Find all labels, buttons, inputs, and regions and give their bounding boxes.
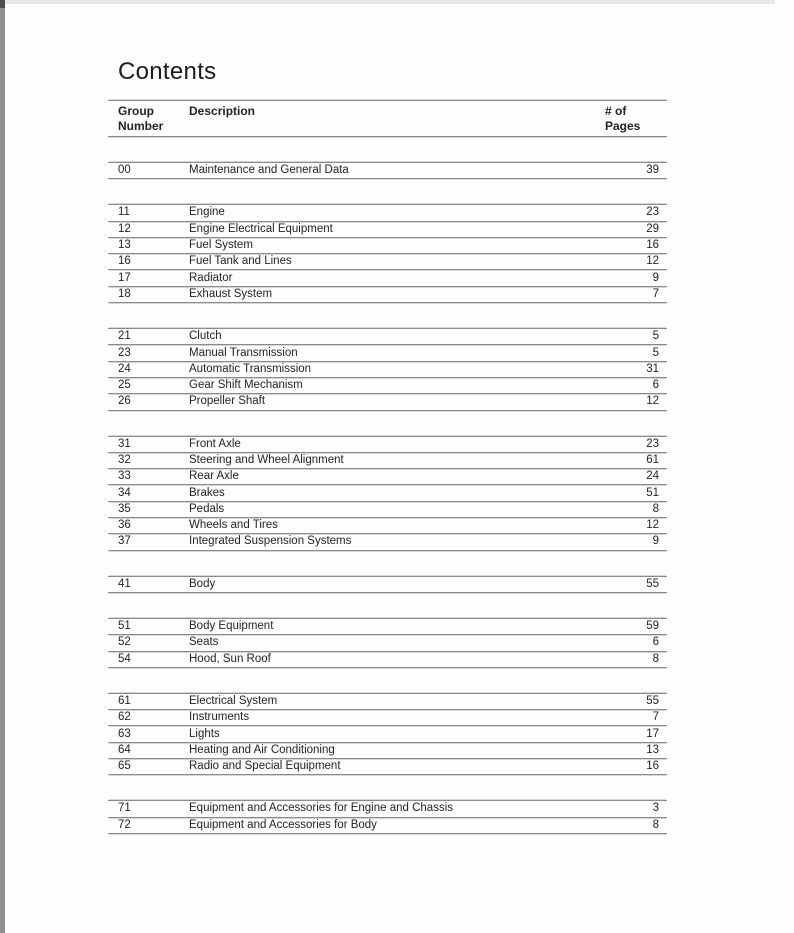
toc-row (108, 759, 667, 775)
toc-row (108, 652, 667, 668)
toc-row (108, 362, 667, 378)
toc-group (108, 576, 667, 593)
toc-row (108, 345, 667, 361)
row-page-count: 13 (646, 743, 659, 756)
header-pages-line1: # of (605, 104, 627, 118)
scan-edge-left (0, 8, 5, 933)
row-description: Pedals (189, 502, 225, 515)
header-pages (605, 104, 667, 134)
toc-row (108, 469, 667, 485)
row-page-count: 51 (646, 486, 659, 499)
row-group-number: 63 (118, 727, 131, 740)
row-group-number: 11 (118, 206, 130, 219)
header-pages-line2: Pages (605, 119, 641, 133)
row-description: Steering and Wheel Alignment (189, 454, 344, 466)
row-page-count: 5 (652, 330, 659, 343)
row-group-number: 13 (118, 239, 131, 252)
row-group-number: 41 (118, 577, 131, 590)
toc-group (108, 693, 667, 775)
toc-group (108, 204, 667, 303)
row-page-count: 7 (652, 287, 659, 300)
row-page-count: 31 (646, 362, 659, 375)
row-description: Integrated Suspension Systems (189, 535, 352, 548)
row-page-count: 7 (652, 711, 659, 724)
toc-row (108, 254, 667, 270)
row-group-number: 26 (118, 395, 131, 408)
row-description: Brakes (189, 486, 225, 499)
row-description: Maintenance and General Data (189, 164, 349, 177)
row-description: Radio and Special Equipment (189, 760, 341, 773)
toc-row (108, 270, 667, 286)
row-description: Rear Axle (189, 470, 239, 483)
toc-row (108, 502, 667, 518)
toc-row (108, 801, 667, 817)
row-description: Exhaust System (189, 287, 273, 300)
row-page-count: 59 (646, 620, 659, 633)
row-page-count: 55 (646, 694, 659, 707)
row-description: Body Equipment (189, 620, 274, 633)
page-content (108, 0, 667, 834)
row-description: Wheels and Tires (189, 519, 278, 532)
row-description: Radiator (189, 271, 233, 284)
row-group-number: 33 (118, 470, 131, 483)
row-description: Engine (189, 206, 225, 219)
toc-row (108, 287, 667, 303)
row-group-number: 54 (118, 652, 131, 665)
row-description: Lights (189, 727, 220, 740)
row-description: Electrical System (189, 694, 278, 707)
row-description: Fuel Tank and Lines (189, 255, 292, 268)
row-page-count: 12 (646, 255, 659, 268)
row-page-count: 3 (652, 802, 659, 815)
row-description: Clutch (189, 330, 222, 343)
row-group-number: 25 (118, 379, 131, 392)
scan-corner-mark (0, 0, 5, 8)
row-description: Body (189, 577, 216, 590)
toc-row (108, 518, 667, 534)
toc-group (108, 436, 667, 551)
toc-row (108, 378, 667, 394)
row-page-count: 8 (652, 818, 659, 831)
row-description: Gear Shift Mechanism (189, 379, 303, 392)
toc-row (108, 329, 667, 345)
row-page-count: 39 (646, 164, 659, 177)
row-group-number: 71 (118, 802, 131, 815)
row-group-number: 17 (118, 271, 131, 284)
row-page-count: 23 (646, 206, 659, 219)
toc-row (108, 453, 667, 469)
row-page-count: 23 (646, 437, 659, 450)
header-description-label: Description (189, 104, 256, 118)
row-description: Equipment and Accessories for Engine and Chassis (189, 802, 454, 815)
toc-group (108, 328, 667, 410)
row-group-number: 32 (118, 454, 131, 466)
toc-group (108, 162, 667, 179)
row-description: Equipment and Accessories for Body (189, 818, 377, 831)
row-description: Propeller Shaft (189, 395, 266, 408)
toc-row (108, 238, 667, 254)
row-page-count: 12 (646, 519, 659, 532)
row-description: Fuel System (189, 239, 253, 252)
toc-row (108, 394, 667, 410)
toc-group (108, 618, 667, 668)
row-group-number: 65 (118, 760, 131, 773)
header-group-number-line1: Group (118, 104, 154, 118)
toc-row (108, 619, 667, 635)
toc-row (108, 437, 667, 453)
toc-table (108, 100, 667, 834)
row-description: Front Axle (189, 437, 241, 450)
header-description (189, 104, 605, 134)
toc-row (108, 534, 667, 550)
row-description: Hood, Sun Roof (189, 652, 271, 665)
row-page-count: 6 (652, 379, 659, 392)
row-group-number: 64 (118, 743, 131, 756)
row-page-count: 16 (646, 239, 659, 252)
row-page-count: 6 (652, 636, 659, 649)
row-group-number: 51 (118, 620, 131, 633)
row-group-number: 36 (118, 519, 131, 532)
row-group-number: 62 (118, 711, 131, 724)
row-group-number: 21 (118, 330, 131, 343)
row-group-number: 35 (118, 502, 131, 515)
toc-row (108, 205, 667, 221)
toc-row (108, 694, 667, 710)
header-group-number-line2: Number (118, 119, 164, 133)
row-page-count: 16 (646, 760, 659, 773)
row-page-count: 24 (646, 470, 659, 483)
row-group-number: 16 (118, 255, 131, 268)
row-group-number: 00 (118, 164, 131, 177)
toc-row (108, 485, 667, 501)
toc-row (108, 222, 667, 238)
toc-groups (108, 162, 667, 834)
row-description: Instruments (189, 711, 250, 724)
row-group-number: 61 (118, 694, 131, 707)
row-page-count: 9 (652, 271, 659, 284)
row-group-number: 12 (118, 222, 131, 235)
row-page-count: 8 (652, 502, 659, 515)
row-description: Seats (189, 636, 219, 649)
row-page-count: 8 (652, 652, 659, 665)
row-page-count: 55 (646, 577, 659, 590)
row-page-count: 9 (652, 535, 659, 548)
row-page-count: 12 (646, 395, 659, 408)
toc-group (108, 800, 667, 834)
row-group-number: 24 (118, 362, 131, 375)
row-page-count: 29 (646, 222, 659, 235)
row-description: Manual Transmission (189, 346, 298, 359)
row-group-number: 18 (118, 287, 131, 300)
page-title: Contents (118, 58, 217, 85)
toc-row (108, 163, 667, 179)
row-group-number: 31 (118, 437, 131, 450)
toc-row (108, 818, 667, 834)
toc-row (108, 577, 667, 593)
toc-header-row (108, 100, 667, 137)
row-description: Engine Electrical Equipment (189, 222, 333, 235)
row-group-number: 37 (118, 535, 131, 548)
row-group-number: 34 (118, 486, 131, 499)
row-page-count: 5 (652, 346, 659, 359)
row-page-count: 17 (646, 727, 659, 740)
row-group-number: 72 (118, 818, 131, 831)
header-group-number (108, 104, 189, 134)
row-description: Automatic Transmission (189, 362, 312, 375)
row-page-count: 61 (646, 454, 659, 466)
row-description: Heating and Air Conditioning (189, 743, 335, 756)
toc-row (108, 635, 667, 651)
toc-row (108, 726, 667, 742)
toc-row (108, 710, 667, 726)
row-group-number: 23 (118, 346, 131, 359)
row-group-number: 52 (118, 636, 131, 649)
toc-row (108, 743, 667, 759)
